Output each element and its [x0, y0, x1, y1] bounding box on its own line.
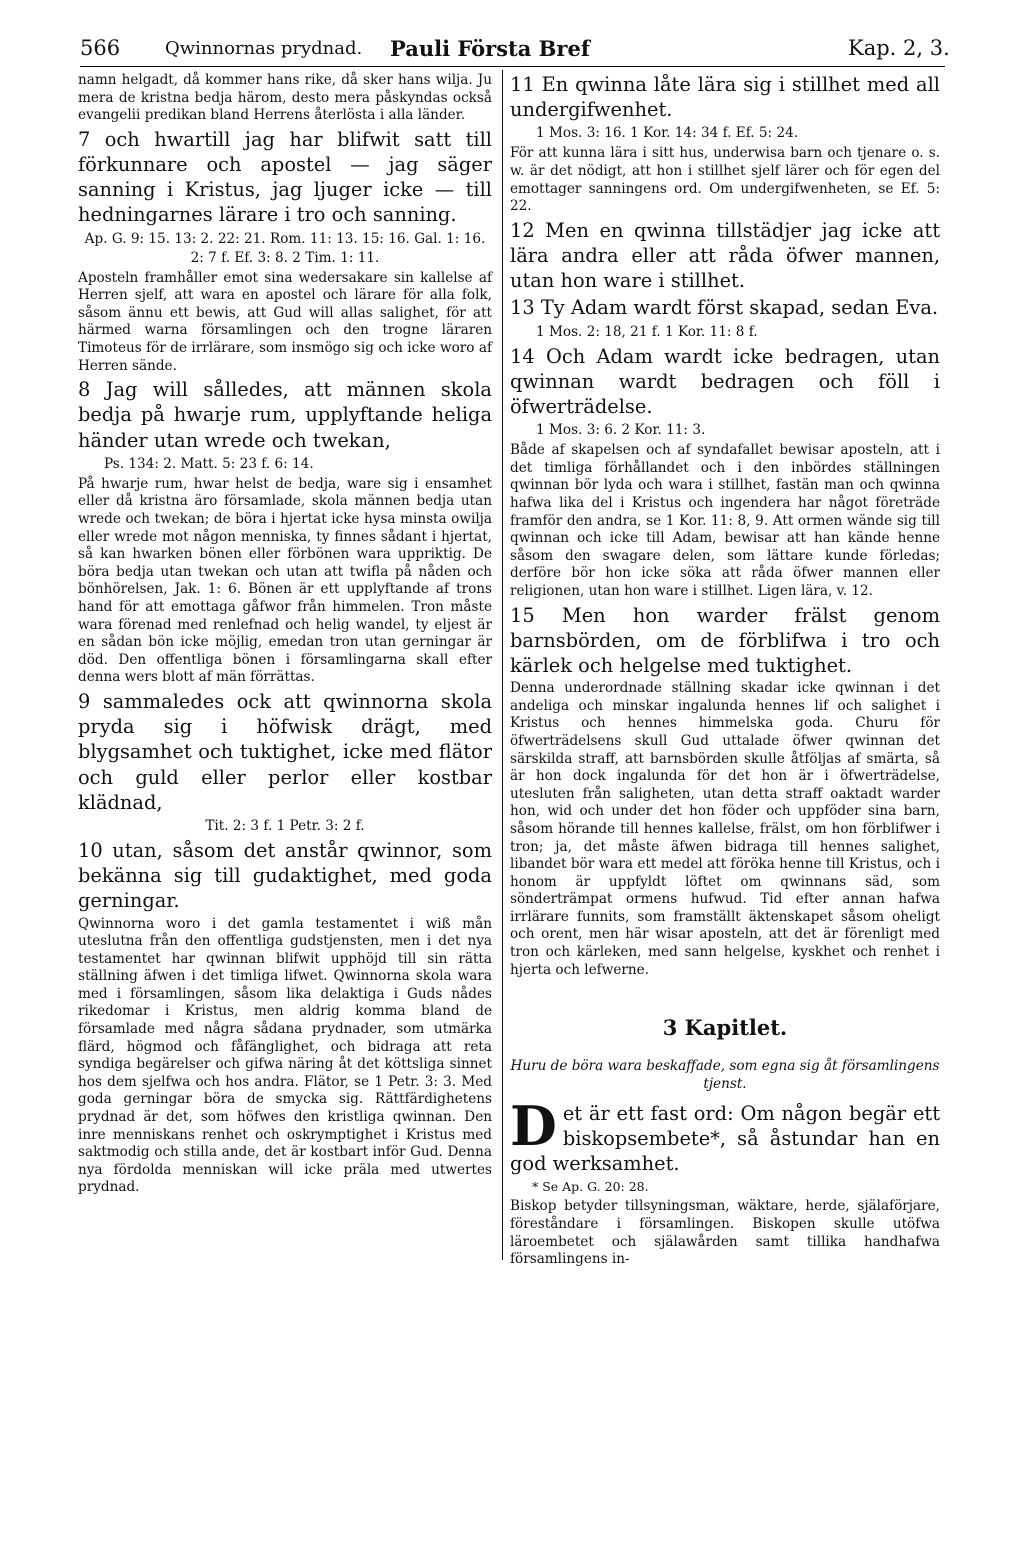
- commentary-paragraph: Biskop betyder tillsyningsman, wäktare, herde, själaförjare, föreståndare i församlingen. Biskopen skulle utöfwa läroembetet och själawården samt tillika handhafwa församlingens in-: [510, 1198, 940, 1268]
- verse-paragraph: 12 Men en qwinna tillstädjer jag icke att lära andra eller att råda öfwer mannen, utan hon ware i stillhet.: [510, 218, 940, 293]
- commentary-paragraph: Både af skapelsen och af syndafallet bewisar aposteln, att i det timliga förhållandet och i den inbördes ställningen qwinnan bör lyda och wara i stillhet, fastän man och qwinna hafwa lika del i Kristus och ingendera har något företräde framför den andra, se 1 Kor. 11: 8, 9. Att ormen wände sig till qwinnan och icke till Adam, bewisar att han kände henne såsom den swagare delen, som lättare kunde förledas; derföre bör hon icke söka att råda öfwer mannen eller religionen, utan hon ware i stillhet. Ligen lära, v. 12.: [510, 442, 940, 599]
- running-header: [80, 30, 950, 64]
- column-divider: [502, 70, 503, 1260]
- verse-paragraph: 7 och hwartill jag har blifwit satt till förkunnare och apostel — jag säger sanning i Kristus, jag ljuger icke — till hedningarnes lärare i tro och sanning.: [78, 127, 492, 227]
- book-title: Pauli Första Bref: [390, 36, 590, 61]
- cross-reference: Tit. 2: 3 f. 1 Petr. 3: 2 f.: [205, 817, 365, 834]
- commentary-paragraph: För att kunna lära i sitt hus, underwisa barn och tjenare o. s. w. är det nödigt, att hon i stillhet sjelf lärer och för egen del emottager sanningens ord. Om undergifwenheten, se Ef. 5: 22.: [510, 145, 940, 215]
- cross-reference: Ap. G. 9: 15. 13: 2. 22: 21. Rom. 11: 13. 15: 16. Gal. 1: 16. 2: 7 f. Ef. 3: 8. 2 Tim. 1: 11.: [84, 230, 486, 266]
- footnote: * Se Ap. G. 20: 28.: [532, 1179, 649, 1195]
- commentary-paragraph: På hwarje rum, hwar helst de bedja, ware sig i ensamhet eller då kristna äro församlade, skola männen bedja utan wrede och twekan; de böra i hjertat icke hysa minsta owilja eller wrede mot någon menniska, ty finnes sådant i hjertat, så kan hwarken bönen eller förbönen wara uppriktig. De böra bedja utan twekan och utan att twifla på nåden och bönhörelsen, Jak. 1: 6. Bönen är ett upplyftande af trons hand för att emottaga gåfwor från himmelen. Tron måste wara förenad med renlefnad och helig wandel, ty eljest är en sådan bön icke möjlig, emedan tron utan gerningar är död. Den offentliga bönen i församlingarna skall efter denna wers blott af män förrättas.: [78, 475, 492, 686]
- drop-cap: D: [510, 1093, 557, 1158]
- section-title: Qwinnornas prydnad.: [165, 38, 363, 59]
- commentary-paragraph: namn helgadt, då kommer hans rike, då sker hans wilja. Ju mera de kristna bedja härom, desto mera påskyndas också evangelii predikan bland Herrens återlösta i alla länder.: [78, 72, 492, 124]
- verse-paragraph: 8 Jag will sålledes, att männen skola bedja på hwarje rum, upplyftande heliga händer utan wrede och twekan,: [78, 378, 492, 452]
- chapter-heading: 3 Kapitlet.: [662, 1015, 788, 1041]
- verse-text: et är ett fast ord: Om någon begär ett biskopsembete*, så åstundar han en god werksamhet.: [510, 1101, 940, 1176]
- commentary-paragraph: Denna underordnade ställning skadar icke qwinnan i det andeliga och minskar ingalunda hennes lif och salighet i Kristus och hennes himmelska goda. Churu för öfwerträdelsens skull Gud uttalade öfwer qwinnan det särskilda straff, att barnsbörden skulle åtföljas af smärta, så är hon dock ingalunda för det hon är i öfwerträdelse, utesluten från saligheten, utan detta straff oaktadt warder hon, wid och under det hon föder och uppföder sina barn, såsom hörande till hennes kallelse, frälst, om hon förblifwer i tron; ja, det måste äfwen bidraga till hennes salighet, libandet bör wara ett medel att föröka henne till Kristus, och i honom är uppfyldt löftet om qwinnans säd, som sönderträmpat ormens hufwud. Tid efter annan hafwa irrlärare funnits, som framställt äktenskapet såsom oheligt och orent, men här wisar aposteln, att det är förenligt med tron och kärleken, med sann helgelse, kyskhet och renhet i hjerta och lefwerne.: [510, 680, 940, 978]
- cross-reference: Ps. 134: 2. Matt. 5: 23 f. 6: 14.: [104, 455, 314, 472]
- page-number: 566: [80, 36, 121, 60]
- verse-paragraph: 9 sammaledes ock att qwinnorna skola pryda sig i höfwisk drägt, med blygsamhet och tuktighet, icke med flätor och guld eller perlor eller kostbar klädnad,: [78, 689, 492, 814]
- cross-reference: 1 Mos. 2: 18, 21 f. 1 Kor. 11: 8 f.: [536, 323, 758, 340]
- verse-paragraph: 10 utan, såsom det anstår qwinnor, som bekänna sig till gudaktighet, med goda gerningar.: [78, 838, 492, 913]
- verse-paragraph: [510, 1093, 940, 1177]
- verse-paragraph: 14 Och Adam wardt icke bedragen, utan qwinnan wardt bedragen och föll i öfwerträdelse.: [510, 344, 940, 418]
- cross-reference: 1 Mos. 3: 16. 1 Kor. 14: 34 f. Ef. 5: 24.: [536, 125, 799, 142]
- left-column: [78, 72, 492, 1199]
- chapter-summary: Huru de böra wara beskaffade, som egna sig åt församlingens tjenst.: [510, 1057, 940, 1092]
- verse-paragraph: 11 En qwinna låte lära sig i stillhet med all undergifwenhet.: [510, 73, 940, 122]
- chapter-label: Kap. 2, 3.: [848, 36, 950, 60]
- commentary-paragraph: Qwinnorna woro i det gamla testamentet i wiß mån uteslutna från den offentliga gudstjensten, men i det nya testamentet har qwinnan blifwit upphöjd till sin rätta ställning äfwen i det timliga lifwet. Qwinnorna skola wara med i församlingen, såsom lika delaktiga i Guds nådes rikedomar i Kristus, men aldrig komma bland de församlade med några sådana prydnader, som utmärka flärd, högmod och fåfänglighet, och bidraga att reta syndiga begärelser och gifwa näring åt det köttsliga sinnet hos dem sjelfwa och hos andra. Flätor, se 1 Petr. 3: 3. Med goda gerningar böra de smycka sig. Rättfärdighetens prydnad är det, som höfwes den kristliga qwinnan. Den inre menniskans renhet och oskrymptighet i Kristus med saktmodig och stilla ande, det är kostbart inför Gud. Denna nya fördolda menniskan will icke präla med utwertes prydnad.: [78, 915, 492, 1196]
- verse-paragraph: 13 Ty Adam wardt först skapad, sedan Eva.: [510, 296, 939, 320]
- right-column: [510, 72, 940, 1271]
- verse-paragraph: 15 Men hon warder frälst genom barnsbörden, om de förblifwa i tro och kärlek och helgelse med tuktighet.: [510, 603, 940, 677]
- cross-reference: 1 Mos. 3: 6. 2 Kor. 11: 3.: [536, 422, 706, 439]
- header-rule: [80, 66, 945, 67]
- commentary-paragraph: Aposteln framhåller emot sina wedersakare sin kallelse af Herren sjelf, att wara en apostel och lärare för alla folk, såsom ännu ett bewis, att Gud will allas salighet, för att härmed warna församlingen och den trogne läraren Timoteus för de irrlärare, som insmögo sig och icke woro af Herren sände.: [78, 269, 492, 374]
